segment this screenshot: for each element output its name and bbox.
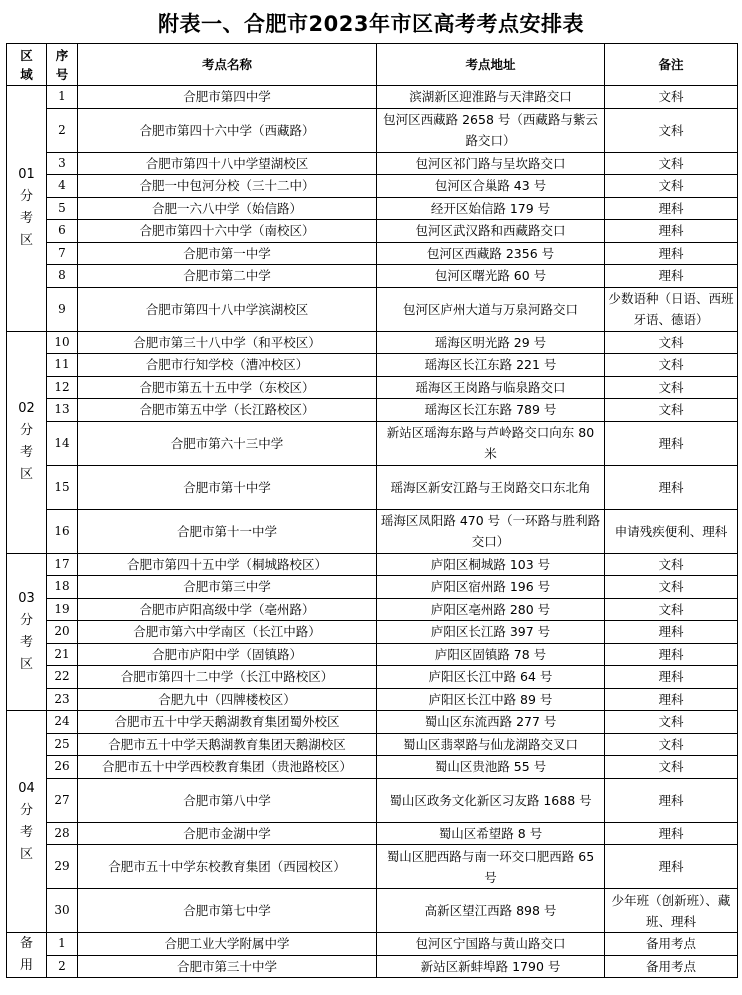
table-row: [7, 197, 738, 220]
site-name-cell: 合肥市金湖中学: [78, 822, 377, 845]
note-cell: 理科: [605, 621, 738, 644]
note-cell: 理科: [605, 220, 738, 243]
site-name-cell: 合肥市第六十三中学: [78, 421, 377, 465]
site-address-cell: 蜀山区政务文化新区习友路 1688 号: [377, 778, 605, 822]
table-header-row: [7, 44, 738, 86]
seq-cell: 27: [47, 778, 78, 822]
seq-cell: 28: [47, 822, 78, 845]
header-seq-char: 号: [55, 66, 69, 82]
note-cell: 文科: [605, 331, 738, 354]
site-name-cell: 合肥九中（四牌楼校区）: [78, 688, 377, 711]
site-address-cell: 瑶海区新安江路与王岗路交口东北角: [377, 465, 605, 509]
note-cell: 文科: [605, 152, 738, 175]
seq-cell: 1: [47, 86, 78, 109]
note-cell: 文科: [605, 553, 738, 576]
header-region-char: 域: [20, 66, 33, 82]
site-name-cell: 合肥市第五中学（长江路校区）: [78, 399, 377, 422]
region-group-label: [7, 86, 47, 332]
seq-cell: 5: [47, 197, 78, 220]
site-address-cell: 包河区庐州大道与万泉河路交口: [377, 287, 605, 331]
seq-cell: 26: [47, 756, 78, 779]
seq-cell: 19: [47, 598, 78, 621]
region-group-label: [7, 933, 47, 978]
site-name-cell: 合肥市第十中学: [78, 465, 377, 509]
table-row: [7, 331, 738, 354]
region-label-char: 分: [19, 802, 33, 818]
table-row: [7, 933, 738, 956]
region-label-char: 04: [18, 780, 35, 796]
site-address-cell: 包河区宁国路与黄山路交口: [377, 933, 605, 956]
site-name-cell: 合肥市第六中学南区（长江中路）: [78, 621, 377, 644]
table-row: [7, 354, 738, 377]
site-address-cell: 瑶海区长江东路 789 号: [377, 399, 605, 422]
table-row: [7, 108, 738, 152]
note-cell: 文科: [605, 711, 738, 734]
seq-cell: 15: [47, 465, 78, 509]
table-row: [7, 955, 738, 978]
site-name-cell: 合肥一中包河分校（三十二中）: [78, 175, 377, 198]
seq-cell: 29: [47, 845, 78, 889]
site-address-cell: 蜀山区肥西路与南一环交口肥西路 65 号: [377, 845, 605, 889]
seq-cell: 2: [47, 108, 78, 152]
header-address: 考点地址: [377, 44, 605, 86]
table-row: [7, 220, 738, 243]
site-name-cell: 合肥市第一中学: [78, 242, 377, 265]
note-cell: 理科: [605, 265, 738, 288]
region-label-char: 分: [19, 189, 33, 205]
site-name-cell: 合肥市第四十二中学（长江中路校区）: [78, 666, 377, 689]
note-cell: 理科: [605, 242, 738, 265]
site-address-cell: 包河区合巢路 43 号: [377, 175, 605, 198]
table-row: [7, 265, 738, 288]
note-cell: 少年班（创新班）、藏班、理科: [605, 889, 738, 933]
site-name-cell: 合肥市第四十八中学滨湖校区: [78, 287, 377, 331]
site-name-cell: 合肥市第四十五中学（桐城路校区）: [78, 553, 377, 576]
region-group-label: [7, 553, 47, 711]
note-cell: 文科: [605, 86, 738, 109]
seq-cell: 13: [47, 399, 78, 422]
seq-cell: 30: [47, 889, 78, 933]
seq-cell: 18: [47, 576, 78, 599]
table-row: [7, 287, 738, 331]
site-address-cell: 瑶海区长江东路 221 号: [377, 354, 605, 377]
seq-cell: 1: [47, 933, 78, 956]
site-name-cell: 合肥市第三中学: [78, 576, 377, 599]
region-label-char: 用: [19, 958, 33, 973]
site-address-cell: 庐阳区亳州路 280 号: [377, 598, 605, 621]
region-label-char: 01: [18, 167, 35, 183]
page-title: 附表一、合肥市2023年市区高考考点安排表: [158, 12, 584, 36]
note-cell: 少数语种（日语、西班牙语、德语）: [605, 287, 738, 331]
seq-cell: 23: [47, 688, 78, 711]
note-cell: 理科: [605, 197, 738, 220]
region-label-char: 考: [19, 824, 33, 840]
table-row: [7, 733, 738, 756]
site-address-cell: 蜀山区贵池路 55 号: [377, 756, 605, 779]
region-label-char: 分: [19, 612, 33, 628]
site-address-cell: 庐阳区固镇路 78 号: [377, 643, 605, 666]
site-address-cell: 包河区武汉路和西藏路交口: [377, 220, 605, 243]
seq-cell: 25: [47, 733, 78, 756]
site-name-cell: 合肥市第四中学: [78, 86, 377, 109]
site-name-cell: 合肥市第十一中学: [78, 509, 377, 553]
table-row: [7, 688, 738, 711]
region-label-char: 区: [19, 656, 33, 672]
table-row: [7, 152, 738, 175]
site-address-cell: 包河区曙光路 60 号: [377, 265, 605, 288]
site-address-cell: 庐阳区长江中路 64 号: [377, 666, 605, 689]
table-row: [7, 242, 738, 265]
site-name-cell: 合肥市第四十八中学望湖校区: [78, 152, 377, 175]
region-group-label: [7, 711, 47, 933]
seq-cell: 22: [47, 666, 78, 689]
table-row: [7, 822, 738, 845]
site-name-cell: 合肥一六八中学（始信路）: [78, 197, 377, 220]
table-body: [7, 86, 738, 978]
site-name-cell: 合肥市第三十八中学（和平校区）: [78, 331, 377, 354]
region-label-char: 考: [19, 211, 33, 227]
region-group-label: [7, 331, 47, 553]
seq-cell: 21: [47, 643, 78, 666]
seq-cell: 7: [47, 242, 78, 265]
seq-cell: 16: [47, 509, 78, 553]
site-address-cell: 瑶海区凤阳路 470 号（一环路与胜利路交口）: [377, 509, 605, 553]
table-row: [7, 465, 738, 509]
site-address-cell: 包河区祁门路与呈坎路交口: [377, 152, 605, 175]
site-name-cell: 合肥市五十中学西校教育集团（贵池路校区）: [78, 756, 377, 779]
region-label-char: 分: [19, 423, 33, 438]
note-cell: 理科: [605, 421, 738, 465]
note-cell: 理科: [605, 845, 738, 889]
seq-cell: 8: [47, 265, 78, 288]
seq-cell: 9: [47, 287, 78, 331]
site-address-cell: 新站区瑶海东路与芦岭路交口向东 80 米: [377, 421, 605, 465]
site-address-cell: 新站区新蚌埠路 1790 号: [377, 955, 605, 978]
site-address-cell: 庐阳区长江路 397 号: [377, 621, 605, 644]
site-address-cell: 庐阳区长江中路 89 号: [377, 688, 605, 711]
note-cell: 文科: [605, 354, 738, 377]
region-label-char: 备: [19, 936, 33, 951]
note-cell: 文科: [605, 733, 738, 756]
note-cell: 申请残疾便利、理科: [605, 509, 738, 553]
note-cell: 理科: [605, 822, 738, 845]
table-row: [7, 509, 738, 553]
site-address-cell: 瑶海区王岗路与临泉路交口: [377, 376, 605, 399]
site-name-cell: 合肥市第五十五中学（东校区）: [78, 376, 377, 399]
site-address-cell: 蜀山区东流西路 277 号: [377, 711, 605, 734]
table-row: [7, 598, 738, 621]
site-name-cell: 合肥市第八中学: [78, 778, 377, 822]
table-row: [7, 666, 738, 689]
seq-cell: 11: [47, 354, 78, 377]
table-row: [7, 399, 738, 422]
region-label-char: 考: [19, 445, 33, 460]
note-cell: 备用考点: [605, 955, 738, 978]
site-address-cell: 庐阳区宿州路 196 号: [377, 576, 605, 599]
site-address-cell: 高新区望江西路 898 号: [377, 889, 605, 933]
note-cell: 理科: [605, 666, 738, 689]
site-address-cell: 蜀山区翡翠路与仙龙湖路交叉口: [377, 733, 605, 756]
header-region: [7, 44, 47, 86]
site-name-cell: 合肥市第三十中学: [78, 955, 377, 978]
table-row: [7, 421, 738, 465]
region-label-char: 区: [19, 233, 33, 249]
table-row: [7, 175, 738, 198]
site-name-cell: 合肥市第四十六中学（南校区）: [78, 220, 377, 243]
note-cell: 文科: [605, 376, 738, 399]
site-address-cell: 包河区西藏路 2658 号（西藏路与紫云路交口）: [377, 108, 605, 152]
site-name-cell: 合肥市第四十六中学（西藏路）: [78, 108, 377, 152]
note-cell: 文科: [605, 175, 738, 198]
table-row: [7, 643, 738, 666]
table-row: [7, 576, 738, 599]
site-address-cell: 经开区始信路 179 号: [377, 197, 605, 220]
site-address-cell: 瑶海区明光路 29 号: [377, 331, 605, 354]
site-address-cell: 包河区西藏路 2356 号: [377, 242, 605, 265]
region-label-char: 02: [18, 401, 35, 416]
region-label-char: 区: [19, 846, 33, 862]
seq-cell: 4: [47, 175, 78, 198]
note-cell: 文科: [605, 108, 738, 152]
table-row: [7, 711, 738, 734]
note-cell: 文科: [605, 598, 738, 621]
site-name-cell: 合肥市庐阳高级中学（亳州路）: [78, 598, 377, 621]
note-cell: 文科: [605, 399, 738, 422]
note-cell: 理科: [605, 465, 738, 509]
seq-cell: 14: [47, 421, 78, 465]
header-seq: [47, 44, 78, 86]
seq-cell: 10: [47, 331, 78, 354]
site-name-cell: 合肥市第二中学: [78, 265, 377, 288]
site-name-cell: 合肥市五十中学天鹅湖教育集团天鹅湖校区: [78, 733, 377, 756]
note-cell: 备用考点: [605, 933, 738, 956]
seq-cell: 6: [47, 220, 78, 243]
region-label-char: 考: [19, 634, 33, 650]
note-cell: 理科: [605, 643, 738, 666]
header-name: 考点名称: [78, 44, 377, 86]
note-cell: 文科: [605, 576, 738, 599]
seq-cell: 2: [47, 955, 78, 978]
table-row: [7, 778, 738, 822]
site-address-cell: 蜀山区希望路 8 号: [377, 822, 605, 845]
site-address-cell: 滨湖新区迎淮路与天津路交口: [377, 86, 605, 109]
seq-cell: 3: [47, 152, 78, 175]
note-cell: 理科: [605, 778, 738, 822]
header-seq-char: 序: [55, 47, 69, 63]
note-cell: 文科: [605, 756, 738, 779]
seq-cell: 17: [47, 553, 78, 576]
site-name-cell: 合肥市五十中学天鹅湖教育集团蜀外校区: [78, 711, 377, 734]
region-label-char: 区: [19, 467, 33, 482]
seq-cell: 12: [47, 376, 78, 399]
site-name-cell: 合肥市庐阳中学（固镇路）: [78, 643, 377, 666]
table-row: [7, 756, 738, 779]
header-note: 备注: [605, 44, 738, 86]
note-cell: 理科: [605, 688, 738, 711]
table-row: [7, 845, 738, 889]
site-name-cell: 合肥市第七中学: [78, 889, 377, 933]
region-label-char: 03: [18, 590, 35, 606]
site-name-cell: 合肥市五十中学东校教育集团（西园校区）: [78, 845, 377, 889]
header-region-char: 区: [20, 47, 33, 63]
table-row: [7, 621, 738, 644]
table-row: [7, 553, 738, 576]
site-name-cell: 合肥工业大学附属中学: [78, 933, 377, 956]
seq-cell: 20: [47, 621, 78, 644]
site-name-cell: 合肥市行知学校（漕冲校区）: [78, 354, 377, 377]
exam-site-table: [6, 43, 738, 978]
site-address-cell: 庐阳区桐城路 103 号: [377, 553, 605, 576]
table-row: [7, 889, 738, 933]
table-row: [7, 86, 738, 109]
table-row: [7, 376, 738, 399]
seq-cell: 24: [47, 711, 78, 734]
